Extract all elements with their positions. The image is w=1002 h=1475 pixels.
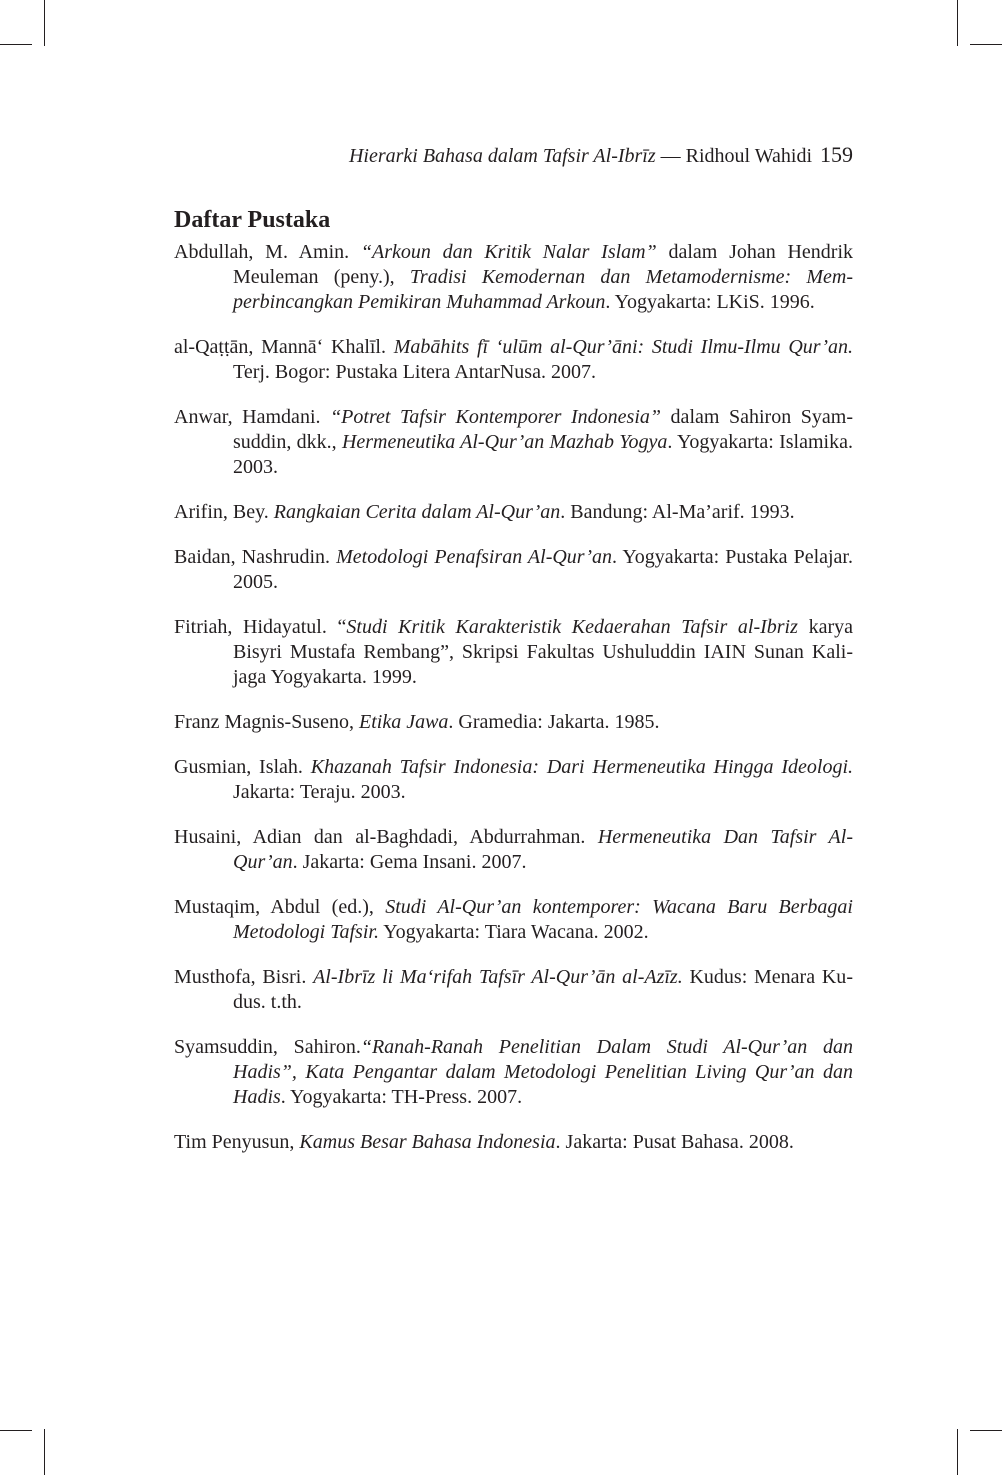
crop-mark-bottom-right: [957, 1429, 958, 1475]
reference-entry: Franz Magnis-Suseno, Etika Jawa. Gramedia: Jakarta. 1985.: [174, 711, 660, 733]
running-header: [174, 141, 853, 170]
running-header-separator: —: [655, 145, 686, 167]
running-header-author: Ridhoul Wahidi: [685, 145, 812, 167]
reference-entry: Abdullah, M. Amin. “Arkoun dan Kritik Nalar Islam” dalam Johan Hendrik Meuleman (peny.), Tradisi Kemodernan dan Metamodernisme: Memperbincangkan Pemikiran Muhammad Arkoun. Yogyakarta: LKiS. 1996.: [174, 241, 853, 313]
reference-entry: al-Qaṭṭān, Mannāʻ Khalīl. Mabāhits fī ʻulūm al-Qur’āni: Studi Ilmu-Ilmu Qur’an. Terj. Bogor: Pustaka Litera AntarNusa. 2007.: [174, 336, 853, 383]
crop-mark-top-left-h: [0, 44, 32, 45]
page-number: 159: [820, 142, 853, 167]
reference-entry: Gusmian, Islah. Khazanah Tafsir Indonesia: Dari Hermeneutika Hingga Ideologi. Jakarta: Teraju. 2003.: [174, 756, 853, 803]
reference-entry: Musthofa, Bisri. Al-Ibrīz li Maʻrifah Tafsīr Al-Qur’ān al-Azīz. Kudus: Menara Kudus. t.th.: [174, 966, 853, 1013]
reference-entry: Anwar, Hamdani. “Potret Tafsir Kontemporer Indonesia” dalam Sahiron Syamsuddin, dkk., Hermeneutika Al-Qur’an Mazhab Yogya. Yogyakarta: Islamika. 2003.: [174, 406, 853, 478]
crop-mark-top-right-h: [970, 44, 1002, 45]
crop-mark-bottom-left: [44, 1429, 45, 1475]
section-title: Daftar Pustaka: [174, 207, 331, 233]
crop-mark-top-right: [957, 0, 958, 46]
crop-mark-top-left: [44, 0, 45, 46]
reference-entry: Mustaqim, Abdul (ed.), Studi Al-Qur’an kontemporer: Wacana Baru Berbagai Metodologi Tafsir. Yogyakarta: Tiara Wacana. 2002.: [174, 896, 853, 943]
reference-entry: Baidan, Nashrudin. Metodologi Penafsiran Al-Qur’an. Yogyakarta: Pustaka Pelajar. 2005.: [174, 546, 853, 593]
reference-entry: Tim Penyusun, Kamus Besar Bahasa Indonesia. Jakarta: Pusat Bahasa. 2008.: [174, 1131, 794, 1153]
crop-mark-bottom-left-h: [0, 1430, 32, 1431]
reference-entry: Fitriah, Hidayatul. “Studi Kritik Karakteristik Kedaerahan Tafsir al-Ibriz karya Bisyri Mustafa Rembang”, Skripsi Fakultas Ushuluddin IAIN Sunan Kalijaga Yogyakarta. 1999.: [174, 616, 853, 688]
reference-entry: Syamsuddin, Sahiron.“Ranah-Ranah Penelitian Dalam Studi Al-Qur’an dan Hadis”, Kata Pengantar dalam Metodologi Penelitian Living Qur’an dan Hadis. Yogyakarta: TH-Press. 2007.: [174, 1036, 854, 1108]
reference-entry: Husaini, Adian dan al-Baghdadi, Abdurrahman. Hermeneutika Dan Tafsir Al-Qur’an. Jakarta: Gema Insani. 2007.: [174, 826, 853, 873]
running-header-title: Hierarki Bahasa dalam Tafsir Al-Ibrīz: [348, 145, 656, 167]
reference-list: [174, 240, 853, 1168]
crop-mark-bottom-right-h: [970, 1430, 1002, 1431]
reference-entry: Arifin, Bey. Rangkaian Cerita dalam Al-Qur’an. Bandung: Al-Ma’arif. 1993.: [174, 501, 795, 523]
